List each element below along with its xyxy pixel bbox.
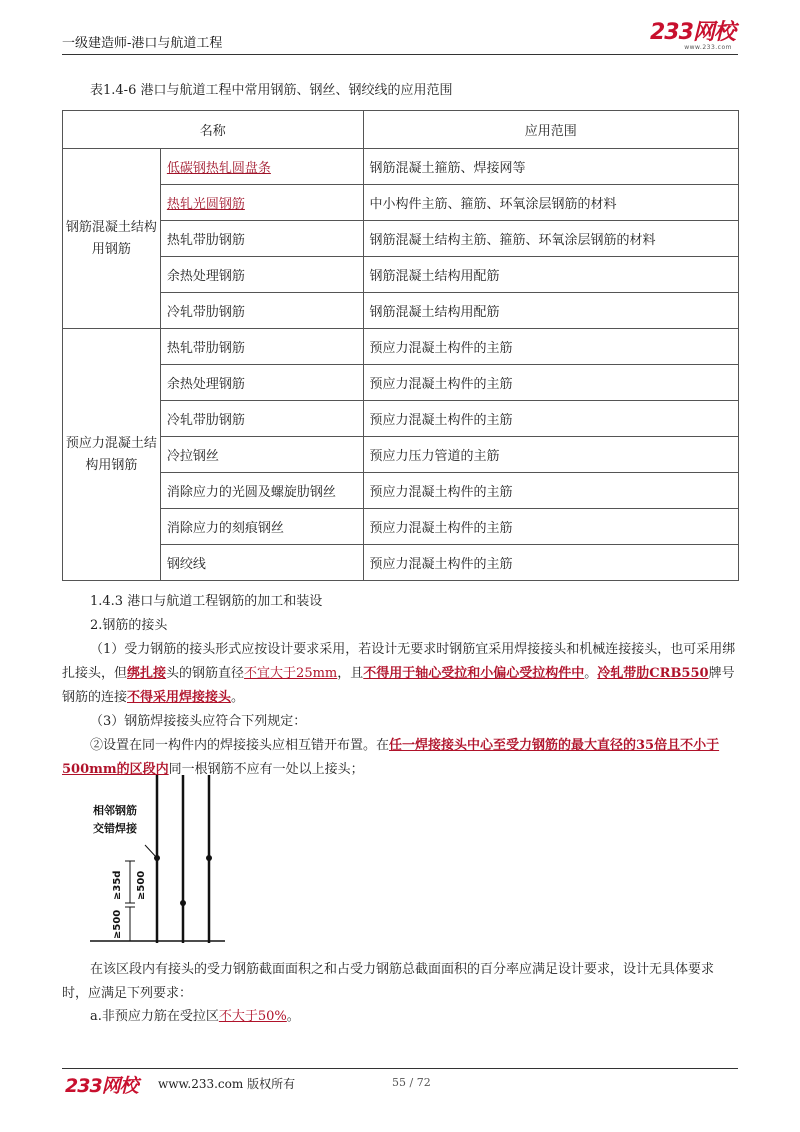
brand-logo bbox=[650, 22, 738, 51]
use-cell: 中小构件主筋、箍筋、环氧涂层钢筋的材料 bbox=[363, 185, 738, 221]
use-cell: 预应力混凝土构件的主筋 bbox=[363, 365, 738, 401]
name-link[interactable]: 低碳钢热轧圆盘条 bbox=[166, 161, 271, 176]
use-cell: 预应力压力管道的主筋 bbox=[363, 437, 738, 473]
text-run: 。 bbox=[286, 1009, 300, 1024]
text-run: 同一根钢筋不应有一处以上接头； bbox=[168, 762, 364, 777]
table-caption: 表1.4-6 港口与航道工程中常用钢筋、钢丝、钢绞线的应用范围 bbox=[90, 83, 453, 98]
highlight-text: 不得用于轴心受拉和小偏心受拉构件中 bbox=[363, 666, 585, 681]
paragraph-tension-zone bbox=[62, 1005, 738, 1029]
highlight-text: 绑扎接 bbox=[127, 666, 167, 681]
leader-line bbox=[145, 845, 157, 858]
table-row bbox=[63, 437, 739, 473]
name-cell: 余热处理钢筋 bbox=[160, 257, 363, 293]
weld-stagger-figure bbox=[85, 775, 235, 950]
text-run: 牌号钢筋的连接 bbox=[62, 666, 735, 705]
name-cell: 热轧带肋钢筋 bbox=[160, 221, 363, 257]
table-row bbox=[63, 509, 739, 545]
col-header-use: 应用范围 bbox=[363, 111, 738, 149]
table-row bbox=[63, 185, 739, 221]
highlight-text: 不大于50% bbox=[218, 1009, 287, 1024]
use-cell: 预应力混凝土构件的主筋 bbox=[363, 473, 738, 509]
section-heading: 1.4.3 港口与航道工程钢筋的加工和装设 bbox=[90, 594, 323, 609]
table-row bbox=[63, 545, 739, 581]
figure-label: 相邻钢筋 bbox=[93, 804, 137, 817]
paragraph-weld-rules: （3）钢筋焊接接头应符合下列规定： bbox=[90, 714, 307, 729]
dim-label: ≥35d bbox=[112, 870, 123, 900]
name-cell: 余热处理钢筋 bbox=[160, 365, 363, 401]
table-row bbox=[63, 293, 739, 329]
col-header-name: 名称 bbox=[63, 111, 364, 149]
header-title: 一级建造师-港口与航道工程 bbox=[62, 36, 223, 51]
weld-point bbox=[180, 900, 186, 906]
text-run: 。 bbox=[584, 666, 598, 681]
table-row bbox=[63, 149, 739, 185]
use-cell: 预应力混凝土构件的主筋 bbox=[363, 329, 738, 365]
dim-label: ≥500 bbox=[112, 909, 123, 939]
name-cell: 冷拉钢丝 bbox=[160, 437, 363, 473]
subsection-heading: 2.钢筋的接头 bbox=[90, 618, 168, 633]
dim-label: ≥500 bbox=[136, 870, 147, 900]
rebar-application-table bbox=[62, 110, 739, 581]
page-number: 55 / 72 bbox=[392, 1076, 431, 1089]
weld-diagram bbox=[85, 775, 235, 950]
name-cell bbox=[160, 185, 363, 221]
text-run: a.非预应力筋在受拉区 bbox=[90, 1009, 219, 1024]
category-cell: 钢筋混凝土结构用钢筋 bbox=[63, 149, 161, 329]
table-row bbox=[63, 329, 739, 365]
use-cell: 钢筋混凝土结构主筋、箍筋、环氧涂层钢筋的材料 bbox=[363, 221, 738, 257]
table-row bbox=[63, 365, 739, 401]
use-cell: 预应力混凝土构件的主筋 bbox=[363, 401, 738, 437]
table-header-row bbox=[63, 111, 739, 149]
footer-logo: 233网校 bbox=[65, 1075, 138, 1097]
text-run: 。 bbox=[231, 690, 245, 705]
text-run: ，且 bbox=[337, 666, 364, 681]
name-cell: 冷轧带肋钢筋 bbox=[160, 293, 363, 329]
name-cell: 热轧带肋钢筋 bbox=[160, 329, 363, 365]
weld-point bbox=[206, 855, 212, 861]
figure-label: 交错焊接 bbox=[93, 822, 137, 835]
name-link[interactable]: 热轧光圆钢筋 bbox=[166, 197, 245, 212]
logo-sub: www.233.com bbox=[684, 44, 732, 51]
logo-main: 233网校 bbox=[650, 20, 735, 45]
footer-copyright: www.233.com 版权所有 bbox=[158, 1077, 296, 1091]
header-divider bbox=[62, 54, 738, 55]
text-run: ②设置在同一构件内的焊接接头应相互错开布置。在 bbox=[90, 738, 390, 753]
paragraph-area-ratio: 在该区段内有接头的受力钢筋截面面积之和占受力钢筋总截面面积的百分率应满足设计要求，设计无具体要求时，应满足下列要求： bbox=[62, 962, 715, 1001]
name-cell bbox=[160, 149, 363, 185]
table-row bbox=[63, 401, 739, 437]
use-cell: 钢筋混凝土结构用配筋 bbox=[363, 257, 738, 293]
name-cell: 钢绞线 bbox=[160, 545, 363, 581]
use-cell: 钢筋混凝土箍筋、焊接网等 bbox=[363, 149, 738, 185]
name-cell: 消除应力的刻痕钢丝 bbox=[160, 509, 363, 545]
highlight-text: 任一焊接接头中心至受力钢筋的最大直径的35倍且不小于500mm的区段内 bbox=[62, 738, 720, 777]
highlight-text: 不得采用焊接接头 bbox=[127, 690, 232, 705]
table-row bbox=[63, 473, 739, 509]
paragraph-joints bbox=[62, 638, 738, 710]
text-run: 头的钢筋直径 bbox=[166, 666, 245, 681]
use-cell: 预应力混凝土构件的主筋 bbox=[363, 509, 738, 545]
use-cell: 钢筋混凝土结构用配筋 bbox=[363, 293, 738, 329]
name-cell: 消除应力的光圆及螺旋肋钢丝 bbox=[160, 473, 363, 509]
footer-divider bbox=[62, 1068, 738, 1069]
name-cell: 冷轧带肋钢筋 bbox=[160, 401, 363, 437]
table-row bbox=[63, 257, 739, 293]
highlight-text: 不宜大于25mm bbox=[244, 666, 338, 681]
highlight-text: 冷轧带肋CRB550 bbox=[597, 666, 709, 681]
category-cell: 预应力混凝土结构用钢筋 bbox=[63, 329, 161, 581]
use-cell: 预应力混凝土构件的主筋 bbox=[363, 545, 738, 581]
table-row bbox=[63, 221, 739, 257]
text-run: （1）受力钢筋的接头形式应按设计要求采用，若设计无要求时钢筋宜采用焊接接头和机械连接接头，也可采用绑扎接头，但 bbox=[62, 642, 736, 681]
